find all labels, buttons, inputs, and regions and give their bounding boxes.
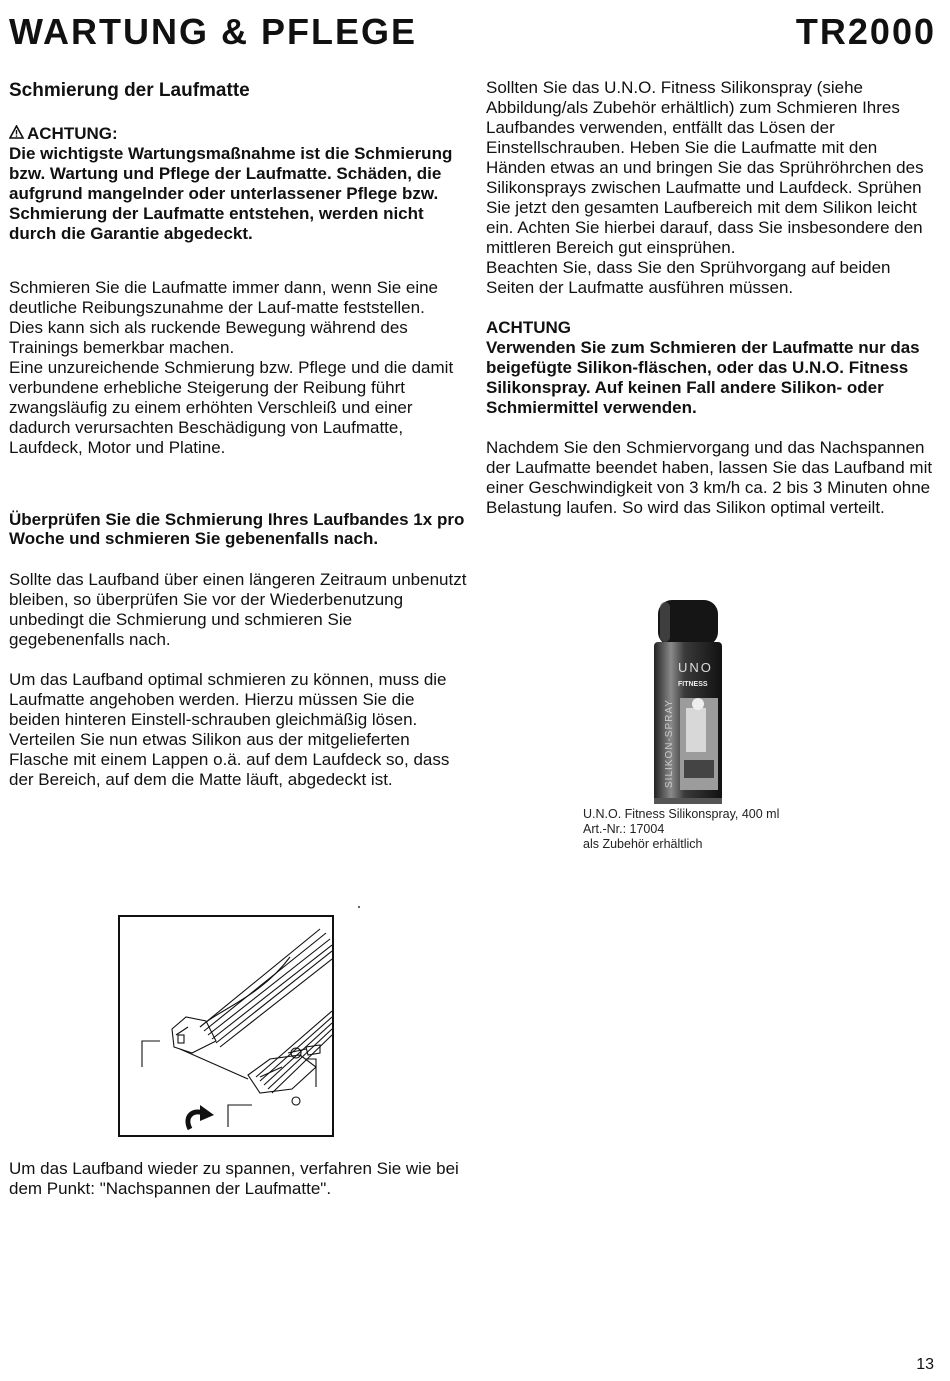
warning-triangle-icon (9, 124, 27, 144)
rotate-arrow-icon (188, 1105, 214, 1129)
treadmill-illustration (118, 915, 334, 1137)
paragraph: Beachten Sie, dass Sie den Sprühvorgang auf beiden Seiten der Laufmatte ausführen müssen. (486, 258, 891, 297)
check-instruction: Überprüfen Sie die Schmierung Ihres Laufbandes 1x pro Woche und schmieren Sie gebenenfalls nach. (9, 510, 465, 548)
spray-caption (583, 807, 779, 852)
warning-text: Verwenden Sie zum Schmieren der Laufmatte nur das beigefügte Silikon-fläschen, oder das U.N.O. Fitness Silikonspray. Auf keinen Fall andere Silikon- oder Schmiermittel verwenden. (486, 338, 920, 417)
paragraph: Eine unzureichende Schmierung bzw. Pflege und die damit verbundene erhebliche Steigerung der Reibung führt zwangsläufig zu einem erhöhten Verschleiß und einer dadurch verursachten Beschädigung von Laufmatte, Laufdeck, Motor und Platine. (9, 358, 454, 457)
warning-heading (9, 124, 469, 144)
right-column (486, 78, 936, 518)
bottom-paragraph: Um das Laufband wieder zu spannen, verfahren Sie wie bei dem Punkt: "Nachspannen der Laufmatte". (9, 1159, 459, 1198)
speck (358, 906, 360, 908)
paragraph: Schmieren Sie die Laufmatte immer dann, wenn Sie eine deutliche Reibungszunahme der Lauf-matte feststellen. (9, 278, 439, 317)
left-column (9, 80, 469, 790)
caption-line: Art.-Nr.: 17004 (583, 822, 665, 836)
section-heading: Schmierung der Laufmatte (9, 80, 250, 101)
paragraph: Nachdem Sie den Schmiervorgang und das Nachspannen der Laufmatte beendet haben, lassen Sie das Laufband mit einer Geschwindigkeit von 3 km/h ca. 2 bis 3 Minuten ohne Belastung laufen. So wird das Silikon optimal verteilt. (486, 438, 933, 517)
caption-line: als Zubehör erhältlich (583, 837, 703, 851)
paragraph: Sollte das Laufband über einen längeren Zeitraum unbenutzt bleiben, so überprüfen Sie vor der Wiederbenutzung unbedingt die Schmierung und schmieren Sie gegebenenfalls nach. (9, 570, 467, 649)
paragraph: Um das Laufband optimal schmieren zu können, muss die Laufmatte angehoben werden. Hierzu müssen Sie die beiden hinteren Einstell-schrauben gleichmäßig lösen. Verteilen Sie nun etwas Silikon aus der mitgelieferten Flasche mit einem Lappen o.ä. auf dem Laufdeck so, dass der Bereich, auf dem die Matte läuft, abgedeckt ist. (9, 670, 450, 789)
caption-line: U.N.O. Fitness Silikonspray, 400 ml (583, 807, 780, 821)
silicone-spray-image (650, 598, 726, 806)
warning-label: ACHTUNG (486, 318, 571, 337)
paragraph: Dies kann sich als ruckende Bewegung während des Trainings bemerkbar machen. (9, 318, 408, 357)
warning-text: Die wichtigste Wartungsmaßnahme ist die Schmierung bzw. Wartung und Pflege der Laufmatte. Schäden, die aufgrund mangelnder oder unterlassener Pflege bzw. Schmierung der Laufmatte entstehen, werden nicht durch die Garantie abgedeckt. (9, 144, 453, 243)
can-subbrand: FITNESS (678, 681, 708, 688)
page-number: 13 (916, 1356, 934, 1373)
model-name: TR2000 (795, 11, 936, 52)
can-brand: UNO (678, 660, 713, 675)
can-vertical-text: SILIKON-SPRAY (664, 699, 675, 788)
section-title: WARTUNG & PFLEGE (9, 11, 417, 52)
paragraph: Sollten Sie das U.N.O. Fitness Silikonspray (siehe Abbildung/als Zubehör erhältlich) zum Schmieren Ihres Laufbandes verwenden, entfällt das Lösen der Einstellschrauben. Heben Sie die Laufmatte mit den Händen etwas an und bringen Sie das Sprühröhrchen des Silikonsprays zwischen Laufmatte und Laufdeck. Sprühen Sie jetzt den gesamten Laufbereich mit dem Silikon leicht ein. Achten Sie hierbei darauf, dass Sie insbesondere den mittleren Bereich gut einsprühen. (486, 78, 924, 257)
warning-label: ACHTUNG: (27, 124, 118, 143)
